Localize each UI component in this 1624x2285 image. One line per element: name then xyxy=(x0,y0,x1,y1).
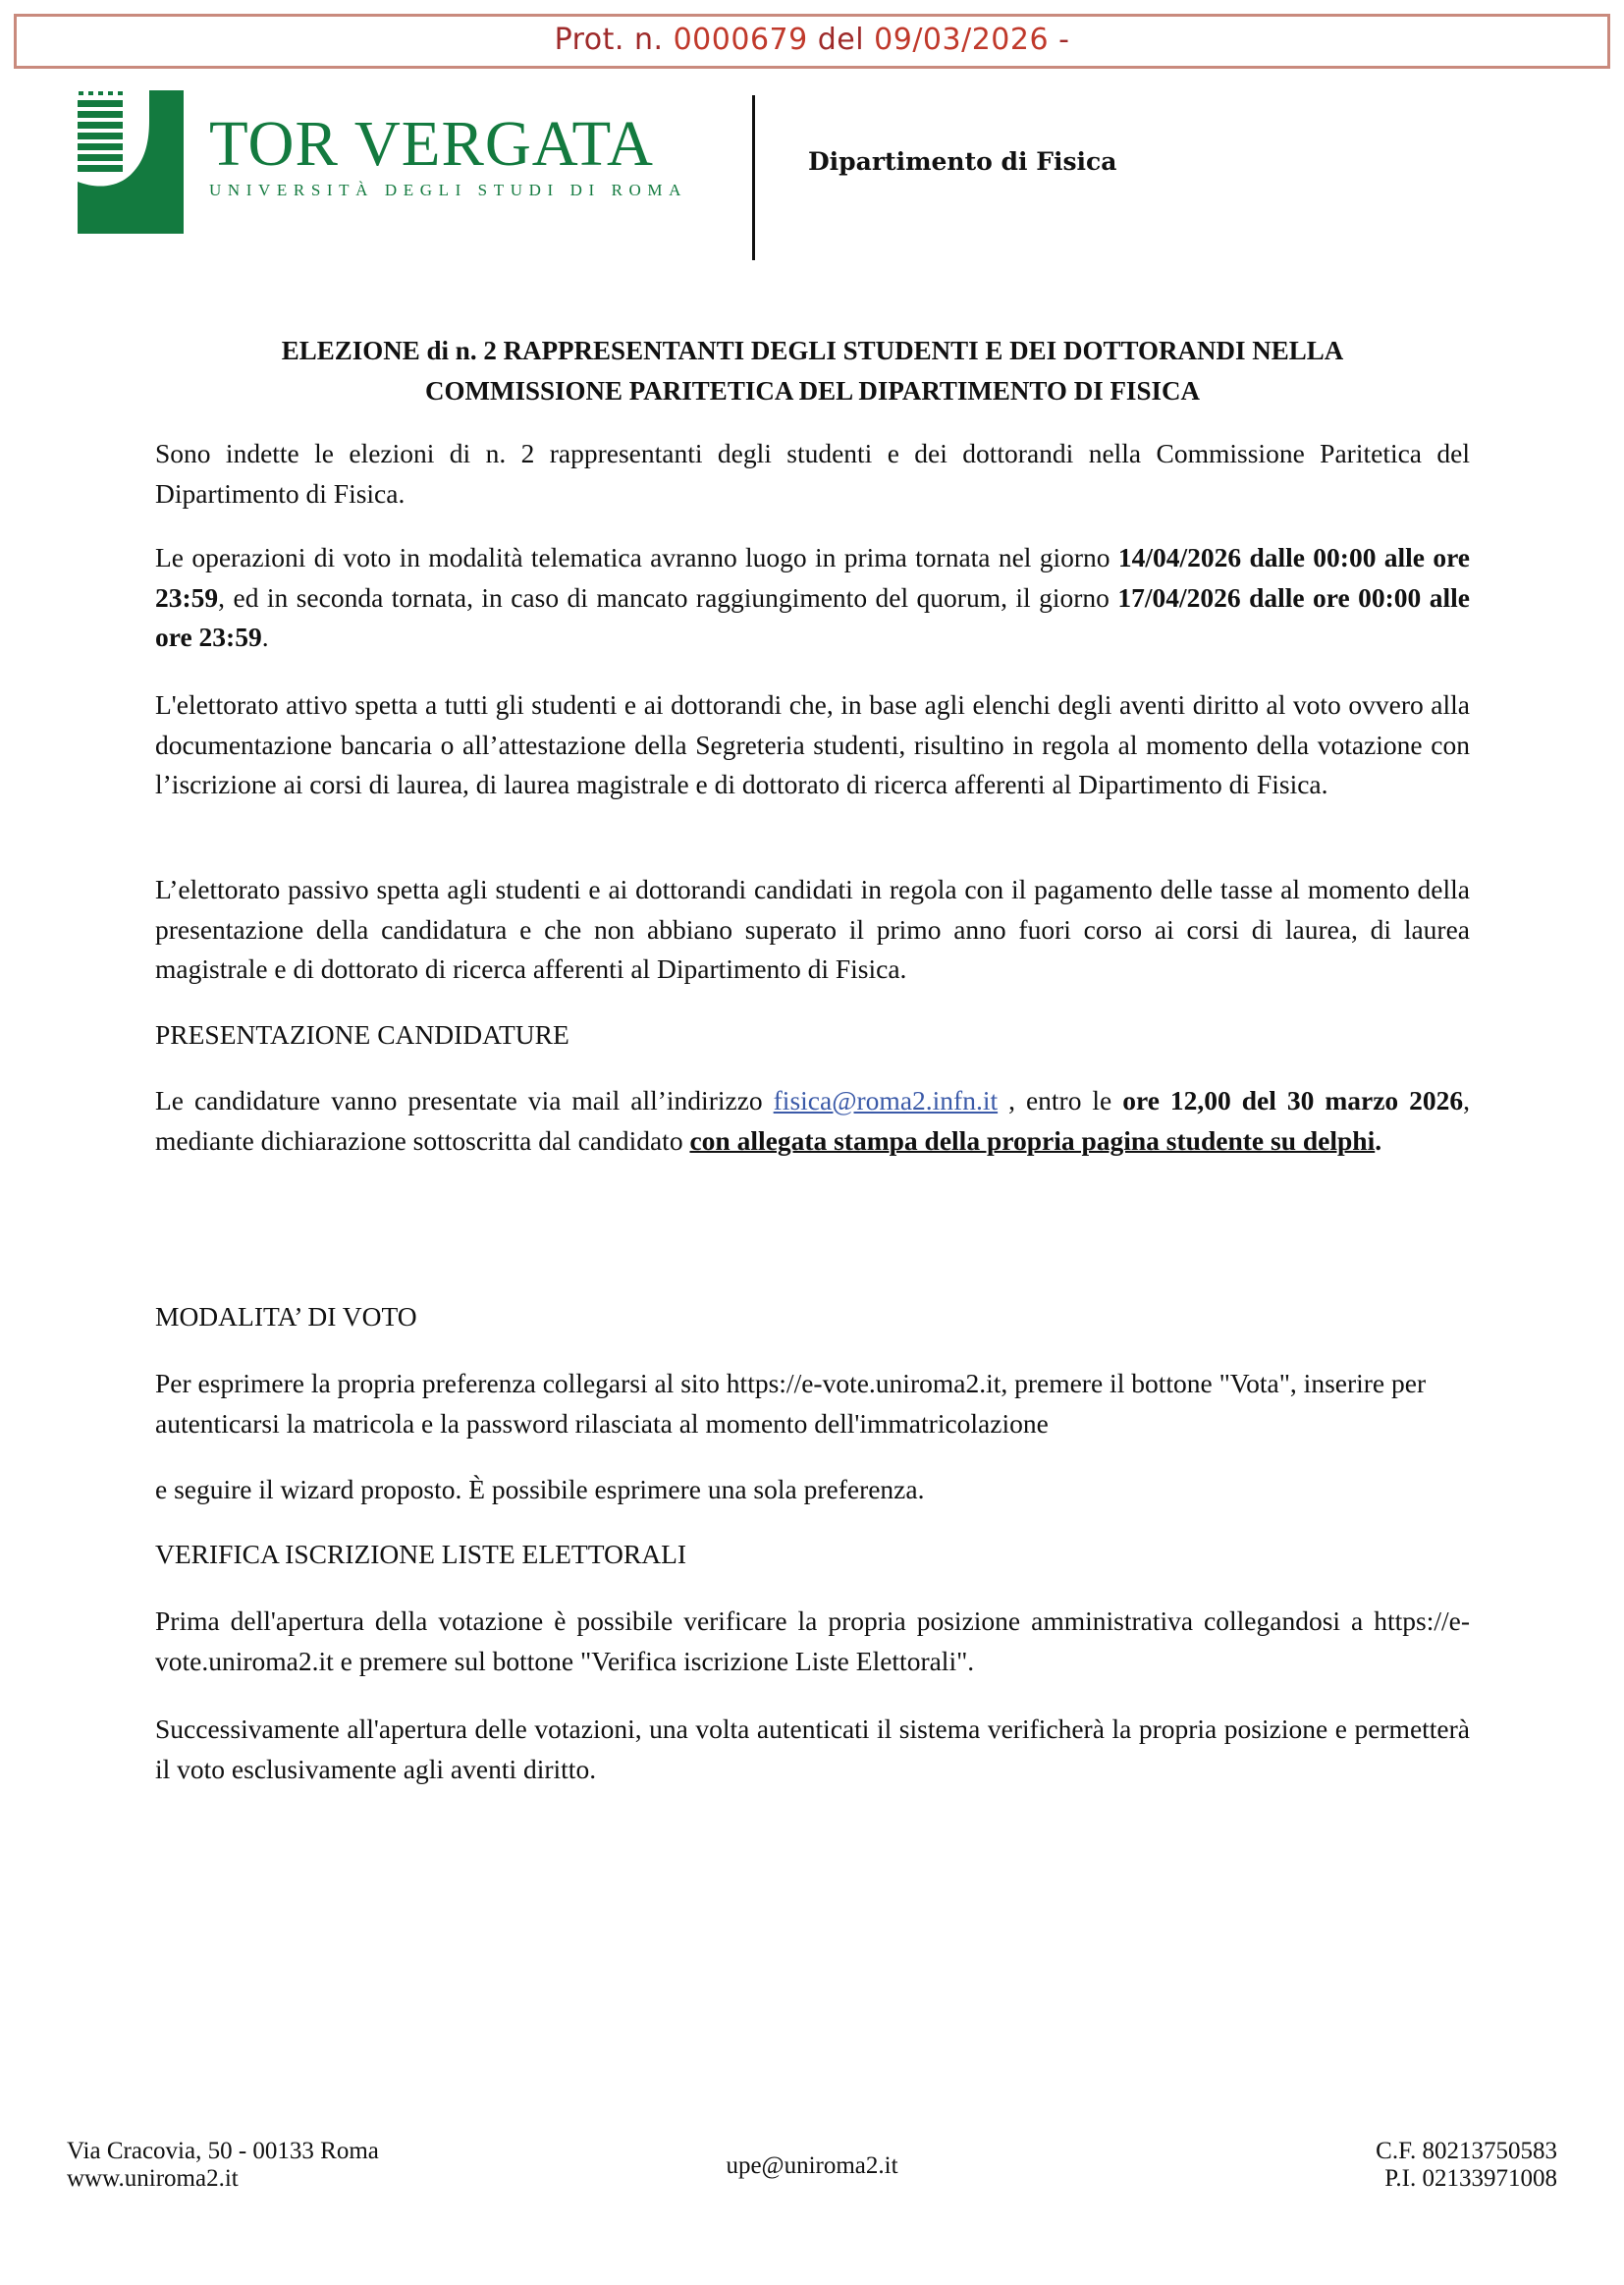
voting-text-2: , ed in seconda tornata, in caso di mancato raggiungimento del quorum, il giorno xyxy=(218,581,1118,613)
paragraph-intro: Sono indette le elezioni di n. 2 rappresentanti degli studenti e dei dottorandi nella Commissione Paritetica del Dipartimento di Fisica. xyxy=(155,438,1470,509)
protocol-stamp xyxy=(14,14,1610,69)
header-divider xyxy=(752,95,755,260)
voting-text-3: . xyxy=(261,622,269,652)
paragraph-voting-dates xyxy=(155,538,1470,658)
candidature-text-1: Le candidature vanno presentate via mail all’indirizzo xyxy=(155,1085,774,1115)
heading-verification: VERIFICA ISCRIZIONE LISTE ELETTORALI xyxy=(155,1539,687,1569)
candidature-text-3: , mediante dichiarazione sottoscritta dal candidato xyxy=(155,1085,1471,1156)
footer-address: Via Cracovia, 50 - 00133 Roma xyxy=(67,2138,379,2164)
paragraph-candidature xyxy=(155,1081,1470,1161)
footer-cf: C.F. 80213750583 xyxy=(1376,2138,1557,2164)
candidature-text-2: , entro le xyxy=(998,1085,1123,1115)
protocol-suffix: - xyxy=(1058,23,1070,57)
paragraph-voting-mode-2: e seguire il wizard proposto. È possibile esprimere una sola preferenza. xyxy=(155,1474,925,1504)
university-name: TOR VERGATA xyxy=(209,108,654,180)
document-title xyxy=(155,331,1470,411)
paragraph-active-electorate: L'elettorato attivo spetta a tutti gli studenti e ai dottorandi che, in base agli elenchi degli aventi diritto al voto ovvero alla documentazione bancaria o all’attestazione della Segreteria studenti, risultino in regola al momento della votazione con l’iscrizione ai corsi di laurea, di laurea magistrale e di dottorato di ricerca afferenti al Dipartimento di Fisica. xyxy=(155,689,1470,799)
university-logo-icon xyxy=(78,90,184,234)
university-subtitle: UNIVERSITÀ DEGLI STUDI DI ROMA xyxy=(209,181,687,199)
candidature-deadline: ore 12,00 del 30 marzo 2026 xyxy=(1122,1085,1464,1115)
second-round-date: 17/04/2026 dalle ore 00:00 alle ore 23:59 xyxy=(155,581,1470,652)
footer-pi: P.I. 02133971008 xyxy=(1384,2165,1557,2192)
paragraph-voting-mode-1: Per esprimere la propria preferenza collegarsi al sito https://e-vote.uniroma2.it, premere il bottone "Vota", inserire per autenticarsi la matricola e la password rilasciata al momento dell'immatricolazione xyxy=(155,1368,1427,1439)
protocol-del: del xyxy=(817,23,865,57)
paragraph-verification-2: Successivamente all'apertura delle votazioni, una volta autenticati il sistema verificherà la propria posizione e permetterà il voto esclusivamente agli aventi diritto. xyxy=(155,1714,1470,1784)
footer-fiscal-block xyxy=(1376,2138,1557,2193)
title-line-2: COMMISSIONE PARITETICA DEL DIPARTIMENTO DI FISICA xyxy=(425,376,1200,406)
candidature-email-link[interactable]: fisica@roma2.infn.it xyxy=(773,1085,999,1115)
paragraph-verification-1: Prima dell'apertura della votazione è possibile verificare la propria posizione amministrativa collegandosi a https://e-vote.uniroma2.it e premere sul bottone "Verifica iscrizione Liste Elettorali". xyxy=(155,1605,1470,1676)
footer-website: www.uniroma2.it xyxy=(67,2165,239,2192)
title-line-1: ELEZIONE di n. 2 RAPPRESENTANTI DEGLI STUDENTI E DEI DOTTORANDI NELLA xyxy=(281,336,1344,365)
heading-candidature: PRESENTAZIONE CANDIDATURE xyxy=(155,1019,569,1050)
university-wordmark xyxy=(209,110,687,200)
footer-email: upe@uniroma2.it xyxy=(726,2152,898,2179)
department-name: Dipartimento di Fisica xyxy=(808,147,1117,176)
protocol-number: 0000679 xyxy=(673,23,808,57)
first-round-date: 14/04/2026 dalle 00:00 alle ore 23:59 xyxy=(155,542,1470,613)
protocol-text xyxy=(17,23,1607,57)
voting-text-1: Le operazioni di voto in modalità telematica avranno luogo in prima tornata nel giorno xyxy=(155,542,1118,572)
heading-voting-mode: MODALITA’ DI VOTO xyxy=(155,1301,417,1332)
protocol-date: 09/03/2026 xyxy=(874,23,1050,57)
protocol-prefix: Prot. n. xyxy=(554,23,664,57)
paragraph-passive-electorate: L’elettorato passivo spetta agli studenti e ai dottorandi candidati in regola con il pagamento delle tasse al momento della presentazione della candidatura e che non abbiano superato il primo anno fuori corso ai corsi di laurea, di laurea magistrale e di dottorato di ricerca afferenti al Dipartimento di Fisica. xyxy=(155,874,1470,984)
candidature-text-4: . xyxy=(1375,1124,1382,1156)
candidature-attachment: con allegata stampa della propria pagina studente su delphi xyxy=(689,1124,1376,1156)
